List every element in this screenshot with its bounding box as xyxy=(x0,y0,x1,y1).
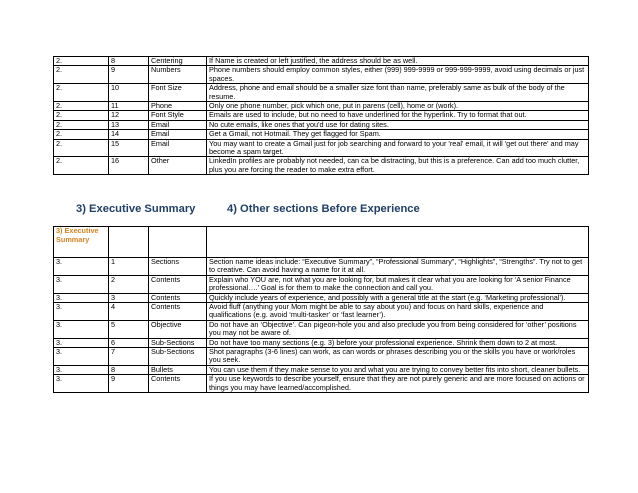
table-row xyxy=(54,111,589,120)
topic-cell: Contents xyxy=(149,275,207,293)
item-number-cell: 6 xyxy=(109,338,149,347)
item-number-cell: 11 xyxy=(109,102,149,111)
guideline-text-cell: Shot paragraphs (3-6 lines) can work, as can words or phrases describing you or the skills you have or work/roles you seek. xyxy=(207,348,589,366)
section-cell: 2. xyxy=(54,139,109,157)
topic-cell: Contents xyxy=(149,293,207,302)
item-number-cell: 7 xyxy=(109,348,149,366)
topic-cell: Email xyxy=(149,130,207,139)
topic-cell: Font Style xyxy=(149,111,207,120)
guideline-text-cell: No cute emails, like ones that you'd use for dating sites. xyxy=(207,120,589,129)
topic-cell: Sections xyxy=(149,258,207,276)
item-number-cell: 9 xyxy=(109,66,149,84)
topic-cell: Sub-Sections xyxy=(149,338,207,347)
guideline-text-cell: You may want to create a Gmail just for job searching and forward to your 'real' email, it will 'get out there' and may become a spam target. xyxy=(207,139,589,157)
section-cell: 2. xyxy=(54,102,109,111)
executive-summary-heading: 3) Executive Summary xyxy=(76,203,196,215)
section-cell: 2. xyxy=(54,57,109,66)
section-cell: 3. xyxy=(54,293,109,302)
executive-summary-body xyxy=(54,227,589,393)
topic-cell: Contents xyxy=(149,303,207,321)
empty-cell xyxy=(149,227,207,258)
empty-cell xyxy=(109,227,149,258)
topic-cell: Email xyxy=(149,120,207,129)
section-cell: 2. xyxy=(54,84,109,102)
guideline-text-cell: If you use keywords to describe yourself, ensure that they are not purely generic and are more focused on actions or things you may have learned/accomplished. xyxy=(207,375,589,393)
section-cell: 2. xyxy=(54,157,109,175)
section-cell: 3. xyxy=(54,320,109,338)
table-row xyxy=(54,84,589,102)
section-label-row xyxy=(54,227,589,258)
table-row xyxy=(54,320,589,338)
item-number-cell: 12 xyxy=(109,111,149,120)
guideline-text-cell: You can use them if they make sense to you and what you are trying to convey better fits into short, cleaner bullets. xyxy=(207,365,589,374)
item-number-cell: 1 xyxy=(109,258,149,276)
section-cell: 3. xyxy=(54,348,109,366)
section-cell: 2. xyxy=(54,120,109,129)
guideline-text-cell: LinkedIn profiles are probably not needed, can ca be distracting, but this is a preference. Can add too much clutter, plus you are forcing the reader to make extra effort. xyxy=(207,157,589,175)
section-cell: 2. xyxy=(54,111,109,120)
guideline-text-cell: Get a Gmail, not Hotmail. They get flagged for Spam. xyxy=(207,130,589,139)
topic-cell: Font Size xyxy=(149,84,207,102)
table-row xyxy=(54,348,589,366)
table-row xyxy=(54,258,589,276)
guideline-text-cell: Do not have an ‘Objective’. Can pigeon-hole you and also preclude you from being considered for ‘other’ positions you may not be aware of. xyxy=(207,320,589,338)
executive-summary-table xyxy=(53,226,589,393)
guideline-text-cell: Address, phone and email should be a smaller size font than name, preferably same as bulk of the body of the resume. xyxy=(207,84,589,102)
section-cell: 2. xyxy=(54,130,109,139)
item-number-cell: 9 xyxy=(109,375,149,393)
table-row xyxy=(54,139,589,157)
section-label-cell: 3) Executive Summary xyxy=(54,227,109,258)
item-number-cell: 8 xyxy=(109,57,149,66)
topic-cell: Other xyxy=(149,157,207,175)
item-number-cell: 4 xyxy=(109,303,149,321)
topic-cell: Email xyxy=(149,139,207,157)
guideline-text-cell: Phone numbers should employ common styles, either (999) 999-9999 or 999-999-9999, avoid using decimals or just spaces. xyxy=(207,66,589,84)
item-number-cell: 8 xyxy=(109,365,149,374)
guideline-text-cell: Emails are used to include, but no need to have underlined for the hyperlink. Try to format that out. xyxy=(207,111,589,120)
guideline-text-cell: If Name is created or left justified, the address should be as well. xyxy=(207,57,589,66)
item-number-cell: 3 xyxy=(109,293,149,302)
item-number-cell: 13 xyxy=(109,120,149,129)
table-row xyxy=(54,375,589,393)
contact-guidelines-table xyxy=(53,56,589,175)
table-row xyxy=(54,130,589,139)
topic-cell: Centering xyxy=(149,57,207,66)
guideline-text-cell: Avoid fluff (anything your Mom might be able to say about you) and focus on hard skills, experience and qualifications (e.g. avoid ‘multi-tasker’ or ‘fast learner’). xyxy=(207,303,589,321)
guideline-text-cell: Quickly include years of experience, and possibly with a general title at the start (e.g. ‘Marketing professional’). xyxy=(207,293,589,302)
topic-cell: Contents xyxy=(149,375,207,393)
guideline-text-cell: Section name ideas include: “Executive Summary”, “Professional Summary”, “Highlights”, “Strengths”. Try not to get to creative. Can avoid having a name for it at all. xyxy=(207,258,589,276)
item-number-cell: 16 xyxy=(109,157,149,175)
topic-cell: Objective xyxy=(149,320,207,338)
item-number-cell: 14 xyxy=(109,130,149,139)
item-number-cell: 10 xyxy=(109,84,149,102)
item-number-cell: 2 xyxy=(109,275,149,293)
empty-cell xyxy=(207,227,589,258)
section-cell: 3. xyxy=(54,303,109,321)
topic-cell: Bullets xyxy=(149,365,207,374)
section-cell: 3. xyxy=(54,365,109,374)
table-row xyxy=(54,275,589,293)
topic-cell: Numbers xyxy=(149,66,207,84)
section-cell: 3. xyxy=(54,258,109,276)
contact-guidelines-body xyxy=(54,57,589,175)
topic-cell: Sub-Sections xyxy=(149,348,207,366)
guideline-text-cell: Explain who YOU are, not what you are looking for, but makes it clear what you are looking for ‘A senior Finance professional….’ Goal is for them to make the connection and call you. xyxy=(207,275,589,293)
item-number-cell: 15 xyxy=(109,139,149,157)
section-cell: 3. xyxy=(54,375,109,393)
table-row xyxy=(54,66,589,84)
section-cell: 3. xyxy=(54,338,109,347)
table-row xyxy=(54,303,589,321)
guideline-text-cell: Only one phone number, pick which one, put in parens (cell), home or (work). xyxy=(207,102,589,111)
section-cell: 3. xyxy=(54,275,109,293)
other-sections-heading: 4) Other sections Before Experience xyxy=(227,203,420,215)
topic-cell: Phone xyxy=(149,102,207,111)
guideline-text-cell: Do not have too many sections (e.g. 3) before your professional experience. Shrink them down to 2 at most. xyxy=(207,338,589,347)
table-row xyxy=(54,157,589,175)
section-cell: 2. xyxy=(54,66,109,84)
item-number-cell: 5 xyxy=(109,320,149,338)
